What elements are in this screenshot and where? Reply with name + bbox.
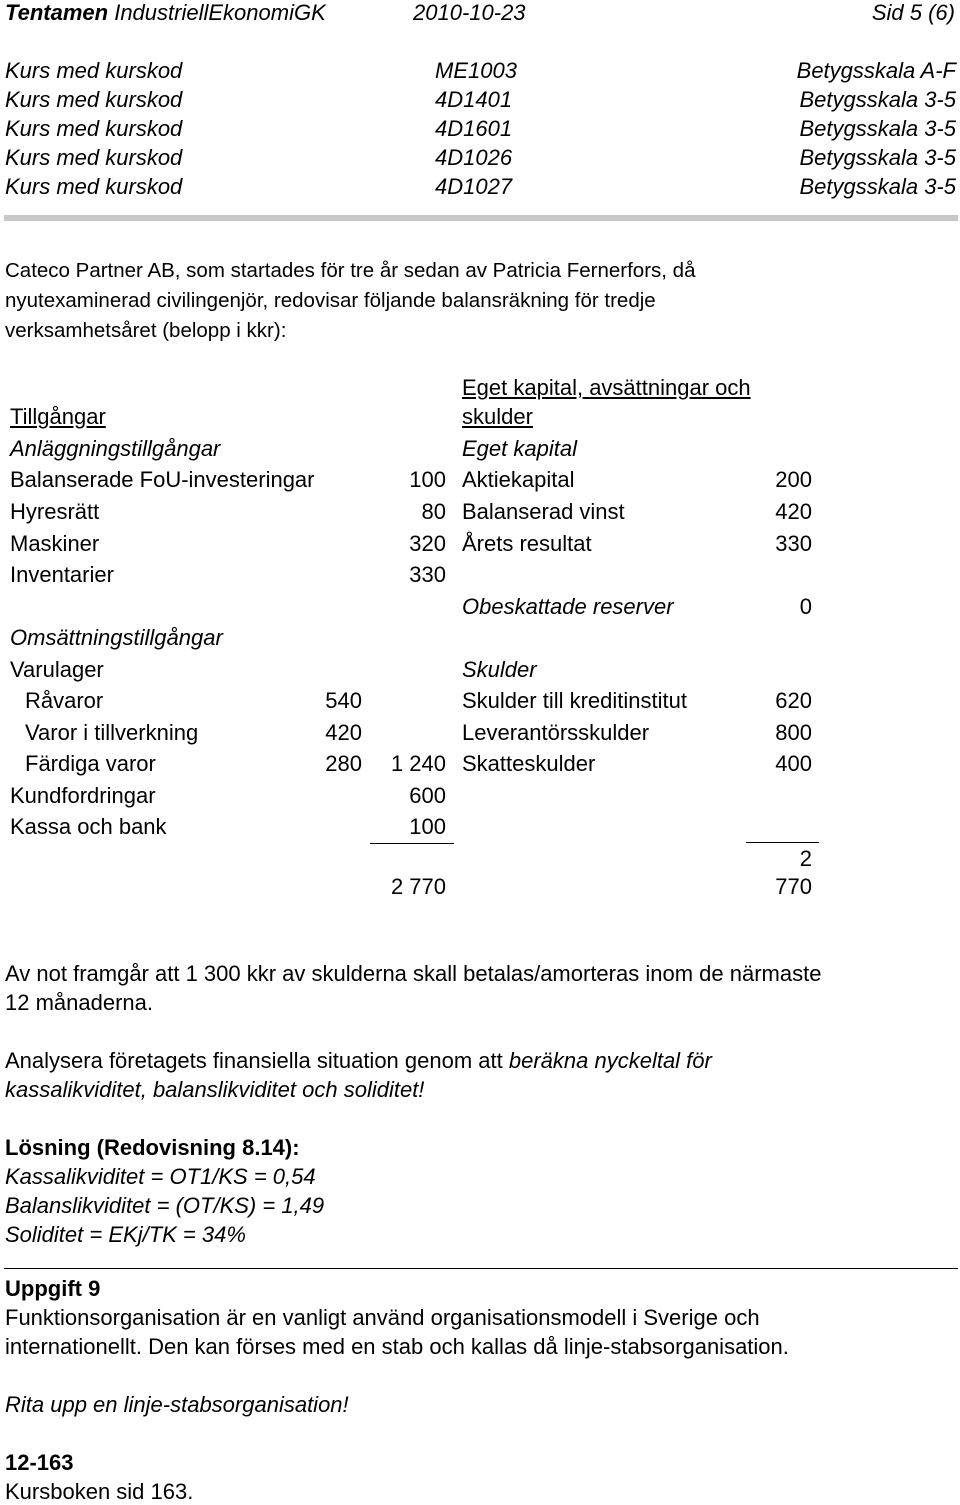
task-line-2: kassalikviditet, balanslikviditet och soliditet!: [5, 1077, 425, 1102]
course-code: 4D1601: [435, 116, 513, 141]
inventory-item-value: 280: [325, 751, 362, 776]
current-assets-heading: Omsättningstillgångar: [10, 625, 223, 650]
task-text: Analysera företagets finansiella situation genom att: [5, 1048, 509, 1073]
liabilities-heading-2: skulder: [462, 404, 533, 429]
footer-ref: 12-163: [5, 1450, 74, 1475]
fixed-asset-label: Inventarier: [10, 562, 114, 587]
task9-line: internationellt. Den kan förses med en stab och kallas då linje-stabsorganisation.: [5, 1334, 789, 1359]
liability-value: 620: [775, 688, 812, 713]
fixed-asset-value: 320: [409, 531, 446, 556]
liability-value: 800: [775, 720, 812, 745]
untaxed-reserves-label: Obeskattade reserver: [462, 594, 674, 619]
inventory-item-value: 420: [325, 720, 362, 745]
task9-instruction: Rita upp en linje-stabsorganisation!: [5, 1392, 349, 1417]
course-label: Kurs med kurskod: [5, 174, 183, 199]
course-scale: Betygsskala 3-5: [799, 87, 956, 112]
intro-line: Cateco Partner AB, som startades för tre år sedan av Patricia Fernerfors, då: [5, 259, 696, 282]
liability-label: Skulder till kreditinstitut: [462, 688, 687, 713]
course-label: Kurs med kurskod: [5, 87, 183, 112]
fixed-asset-value: 100: [409, 467, 446, 492]
task9-heading: Uppgift 9: [5, 1276, 101, 1301]
solution-line: Balanslikviditet = (OT/KS) = 1,49: [5, 1193, 325, 1218]
fixed-asset-label: Balanserade FoU-investeringar: [10, 467, 315, 492]
equity-heading: Eget kapital: [462, 436, 577, 461]
section-divider: [4, 215, 958, 221]
liabilities-total-rule: [746, 842, 819, 843]
fixed-assets-heading: Anläggningstillgångar: [10, 436, 221, 461]
solution-line: Soliditet = EKj/TK = 34%: [5, 1222, 246, 1247]
course-label: Kurs med kurskod: [5, 116, 183, 141]
inventory-subtotal: 1 240: [390, 751, 446, 776]
equity-label: Balanserad vinst: [462, 499, 625, 524]
receivables-value: 600: [409, 783, 446, 808]
course-code: 4D1401: [435, 87, 513, 112]
liabilities-subheading: Skulder: [462, 657, 537, 682]
cash-label: Kassa och bank: [10, 814, 167, 839]
equity-value: 420: [775, 499, 812, 524]
header-title: [5, 0, 326, 26]
fixed-asset-value: 80: [421, 499, 446, 524]
footer-book: Kursboken sid 163.: [5, 1479, 194, 1504]
course-code: 4D1027: [435, 174, 513, 199]
course-code: 4D1026: [435, 145, 513, 170]
course-label: Kurs med kurskod: [5, 58, 183, 83]
course-scale: Betygsskala A-F: [796, 58, 956, 83]
liability-label: Skatteskulder: [462, 751, 596, 776]
task-line-1: [5, 1048, 712, 1074]
total-liabilities-part1: 2: [799, 846, 812, 871]
inventory-label: Varulager: [10, 657, 104, 682]
course-code: ME1003: [435, 58, 517, 83]
untaxed-reserves-value: 0: [799, 594, 812, 619]
section-divider-thin: [4, 1268, 958, 1269]
liability-value: 400: [775, 751, 812, 776]
course-scale: Betygsskala 3-5: [799, 145, 956, 170]
cash-value: 100: [409, 814, 446, 839]
receivables-label: Kundfordringar: [10, 783, 156, 808]
liabilities-heading-1: Eget kapital, avsättningar och: [462, 375, 751, 400]
equity-value: 330: [775, 531, 812, 556]
inventory-item-value: 540: [325, 688, 362, 713]
header-title-bold: Tentamen: [5, 0, 109, 25]
inventory-item-label: Råvaror: [25, 688, 104, 713]
assets-heading: Tillgångar: [10, 404, 106, 429]
equity-label: Aktiekapital: [462, 467, 575, 492]
equity-value: 200: [775, 467, 812, 492]
header-title-rest: IndustriellEkonomiGK: [108, 0, 326, 25]
inventory-item-label: Varor i tillverkning: [25, 720, 199, 745]
header-date: 2010-10-23: [413, 0, 526, 25]
task9-line: Funktionsorganisation är en vanligt använd organisationsmodell i Sverige och: [5, 1305, 760, 1330]
fixed-asset-label: Hyresrätt: [10, 499, 100, 524]
equity-label: Årets resultat: [462, 531, 592, 556]
course-scale: Betygsskala 3-5: [799, 174, 956, 199]
task-emphasis: beräkna nyckeltal för: [508, 1048, 712, 1073]
note-line: Av not framgår att 1 300 kkr av skulderna skall betalas/amorteras inom de närmaste: [5, 961, 822, 986]
course-label: Kurs med kurskod: [5, 145, 183, 170]
solution-line: Kassalikviditet = OT1/KS = 0,54: [5, 1164, 316, 1189]
assets-total-rule: [370, 843, 454, 844]
inventory-item-label: Färdiga varor: [25, 751, 156, 776]
fixed-asset-value: 330: [409, 562, 446, 587]
total-liabilities-part2: 770: [775, 874, 812, 899]
total-assets: 2 770: [390, 874, 446, 899]
intro-line: verksamhetsåret (belopp i kkr):: [5, 319, 287, 342]
fixed-asset-label: Maskiner: [10, 531, 100, 556]
note-line: 12 månaderna.: [5, 990, 153, 1015]
intro-line: nyutexaminerad civilingenjör, redovisar följande balansräkning för tredje: [5, 289, 656, 312]
solution-heading: Lösning (Redovisning 8.14):: [5, 1135, 300, 1160]
course-scale: Betygsskala 3-5: [799, 116, 956, 141]
liability-label: Leverantörsskulder: [462, 720, 650, 745]
header-page: Sid 5 (6): [871, 0, 955, 25]
